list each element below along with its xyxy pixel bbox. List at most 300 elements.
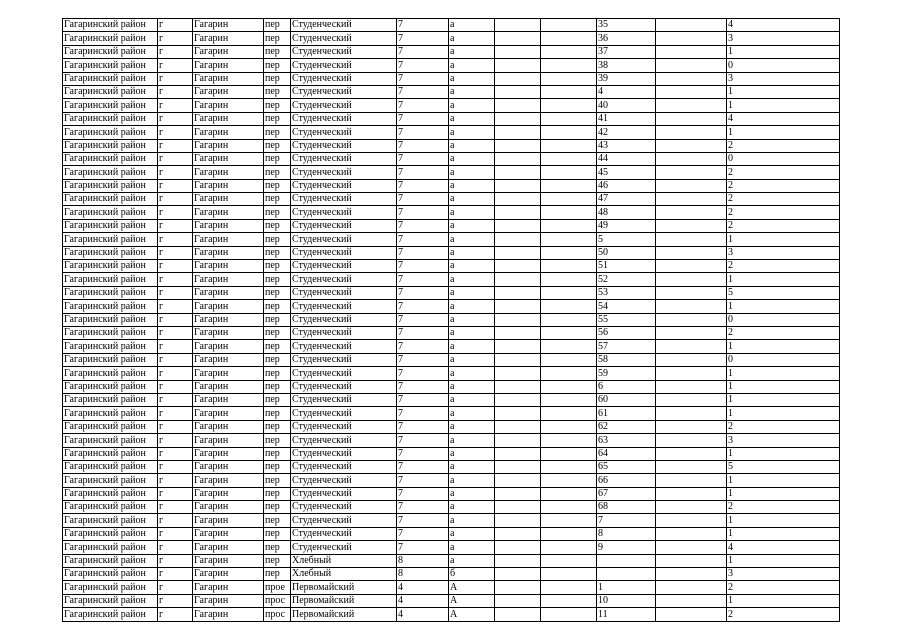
house-cell: 7 — [397, 273, 449, 286]
empty-cell — [541, 286, 597, 299]
district-cell: Гагаринский район — [63, 300, 158, 313]
settlement-type-cell: г — [158, 514, 193, 527]
empty-cell — [495, 206, 541, 219]
table-row — [63, 59, 840, 72]
table-row — [63, 460, 840, 473]
empty-cell — [541, 407, 597, 420]
table-row — [63, 568, 840, 581]
table-row — [63, 420, 840, 433]
street-cell: Первомайский — [291, 594, 397, 607]
empty-cell — [656, 32, 727, 45]
street-cell: Студенческий — [291, 99, 397, 112]
street-cell: Студенческий — [291, 286, 397, 299]
street-cell: Студенческий — [291, 152, 397, 165]
street-type-cell: пер — [264, 286, 291, 299]
settlement-type-cell: г — [158, 32, 193, 45]
empty-cell — [495, 527, 541, 540]
street-type-cell: пер — [264, 72, 291, 85]
count-cell: 1 — [727, 233, 840, 246]
empty-cell — [495, 246, 541, 259]
settlement-type-cell: г — [158, 99, 193, 112]
street-type-cell: пер — [264, 300, 291, 313]
table-row — [63, 246, 840, 259]
empty-cell — [656, 260, 727, 273]
street-cell: Студенческий — [291, 59, 397, 72]
letter-cell: а — [449, 59, 495, 72]
letter-cell: а — [449, 554, 495, 567]
empty-cell — [656, 514, 727, 527]
house-cell: 7 — [397, 260, 449, 273]
apartment-cell: 1 — [597, 581, 656, 594]
apartment-cell: 36 — [597, 32, 656, 45]
house-cell: 7 — [397, 487, 449, 500]
empty-cell — [495, 568, 541, 581]
street-cell: Студенческий — [291, 300, 397, 313]
street-type-cell: пер — [264, 487, 291, 500]
empty-cell — [541, 541, 597, 554]
street-type-cell: прос — [264, 608, 291, 621]
district-cell: Гагаринский район — [63, 139, 158, 152]
settlement-type-cell: г — [158, 85, 193, 98]
empty-cell — [656, 72, 727, 85]
street-cell: Студенческий — [291, 19, 397, 32]
house-cell: 7 — [397, 246, 449, 259]
street-cell: Студенческий — [291, 393, 397, 406]
empty-cell — [656, 393, 727, 406]
count-cell: 2 — [727, 179, 840, 192]
count-cell: 1 — [727, 527, 840, 540]
letter-cell: а — [449, 179, 495, 192]
district-cell: Гагаринский район — [63, 85, 158, 98]
empty-cell — [495, 139, 541, 152]
street-type-cell: пер — [264, 474, 291, 487]
street-type-cell: пер — [264, 313, 291, 326]
letter-cell: а — [449, 286, 495, 299]
house-cell: 7 — [397, 434, 449, 447]
letter-cell: а — [449, 193, 495, 206]
settlement-cell: Гагарин — [193, 434, 264, 447]
table-row — [63, 447, 840, 460]
empty-cell — [656, 380, 727, 393]
count-cell: 4 — [727, 19, 840, 32]
empty-cell — [656, 233, 727, 246]
settlement-type-cell: г — [158, 246, 193, 259]
apartment-cell: 54 — [597, 300, 656, 313]
house-cell: 7 — [397, 527, 449, 540]
table-row — [63, 393, 840, 406]
table-row — [63, 340, 840, 353]
apartment-cell: 68 — [597, 501, 656, 514]
street-cell: Студенческий — [291, 326, 397, 339]
settlement-cell: Гагарин — [193, 286, 264, 299]
street-type-cell: прое — [264, 581, 291, 594]
district-cell: Гагаринский район — [63, 447, 158, 460]
apartment-cell: 57 — [597, 340, 656, 353]
empty-cell — [495, 380, 541, 393]
count-cell: 4 — [727, 541, 840, 554]
settlement-type-cell: г — [158, 233, 193, 246]
district-cell: Гагаринский район — [63, 380, 158, 393]
street-cell: Студенческий — [291, 434, 397, 447]
count-cell: 1 — [727, 594, 840, 607]
empty-cell — [541, 45, 597, 58]
settlement-cell: Гагарин — [193, 246, 264, 259]
table-row — [63, 233, 840, 246]
house-cell: 7 — [397, 112, 449, 125]
empty-cell — [495, 487, 541, 500]
street-type-cell: пер — [264, 420, 291, 433]
settlement-type-cell: г — [158, 300, 193, 313]
apartment-cell: 11 — [597, 608, 656, 621]
district-cell: Гагаринский район — [63, 193, 158, 206]
apartment-cell: 5 — [597, 233, 656, 246]
district-cell: Гагаринский район — [63, 152, 158, 165]
street-type-cell: пер — [264, 246, 291, 259]
street-type-cell: пер — [264, 166, 291, 179]
table-row — [63, 206, 840, 219]
settlement-cell: Гагарин — [193, 112, 264, 125]
house-cell: 7 — [397, 420, 449, 433]
count-cell: 1 — [727, 487, 840, 500]
empty-cell — [495, 99, 541, 112]
settlement-cell: Гагарин — [193, 514, 264, 527]
table-row — [63, 554, 840, 567]
settlement-type-cell: г — [158, 380, 193, 393]
apartment-cell: 58 — [597, 353, 656, 366]
house-cell: 7 — [397, 139, 449, 152]
count-cell: 0 — [727, 152, 840, 165]
empty-cell — [541, 300, 597, 313]
table-row — [63, 112, 840, 125]
table-row — [63, 474, 840, 487]
apartment-cell: 43 — [597, 139, 656, 152]
letter-cell: а — [449, 206, 495, 219]
house-cell: 7 — [397, 380, 449, 393]
letter-cell: а — [449, 407, 495, 420]
settlement-type-cell: г — [158, 313, 193, 326]
table-row — [63, 273, 840, 286]
house-cell: 7 — [397, 72, 449, 85]
settlement-cell: Гагарин — [193, 166, 264, 179]
letter-cell: а — [449, 19, 495, 32]
count-cell: 1 — [727, 474, 840, 487]
empty-cell — [495, 233, 541, 246]
settlement-cell: Гагарин — [193, 233, 264, 246]
street-type-cell: пер — [264, 99, 291, 112]
empty-cell — [541, 233, 597, 246]
district-cell: Гагаринский район — [63, 206, 158, 219]
empty-cell — [656, 420, 727, 433]
letter-cell: а — [449, 340, 495, 353]
letter-cell: а — [449, 380, 495, 393]
count-cell: 3 — [727, 568, 840, 581]
street-cell: Студенческий — [291, 126, 397, 139]
letter-cell: а — [449, 32, 495, 45]
letter-cell: а — [449, 541, 495, 554]
district-cell: Гагаринский район — [63, 474, 158, 487]
street-type-cell: пер — [264, 206, 291, 219]
street-cell: Студенческий — [291, 407, 397, 420]
district-cell: Гагаринский район — [63, 340, 158, 353]
apartment-cell: 66 — [597, 474, 656, 487]
settlement-type-cell: г — [158, 367, 193, 380]
apartment-cell: 38 — [597, 59, 656, 72]
empty-cell — [541, 273, 597, 286]
table-row — [63, 501, 840, 514]
table-row — [63, 487, 840, 500]
empty-cell — [656, 112, 727, 125]
street-cell: Студенческий — [291, 501, 397, 514]
count-cell: 2 — [727, 581, 840, 594]
empty-cell — [541, 514, 597, 527]
apartment-cell: 64 — [597, 447, 656, 460]
empty-cell — [495, 219, 541, 232]
letter-cell: а — [449, 273, 495, 286]
empty-cell — [495, 554, 541, 567]
street-cell: Хлебный — [291, 568, 397, 581]
house-cell: 7 — [397, 193, 449, 206]
settlement-type-cell: г — [158, 286, 193, 299]
empty-cell — [495, 166, 541, 179]
empty-cell — [541, 59, 597, 72]
house-cell: 7 — [397, 326, 449, 339]
table-body — [63, 19, 840, 622]
street-cell: Студенческий — [291, 206, 397, 219]
street-type-cell: пер — [264, 568, 291, 581]
apartment-cell: 67 — [597, 487, 656, 500]
count-cell: 1 — [727, 99, 840, 112]
house-cell: 7 — [397, 541, 449, 554]
count-cell: 2 — [727, 420, 840, 433]
count-cell: 3 — [727, 32, 840, 45]
count-cell: 3 — [727, 72, 840, 85]
table-row — [63, 286, 840, 299]
district-cell: Гагаринский район — [63, 353, 158, 366]
apartment-cell: 50 — [597, 246, 656, 259]
street-type-cell: пер — [264, 434, 291, 447]
apartment-cell: 46 — [597, 179, 656, 192]
settlement-cell: Гагарин — [193, 273, 264, 286]
settlement-type-cell: г — [158, 59, 193, 72]
count-cell: 1 — [727, 126, 840, 139]
street-cell: Студенческий — [291, 380, 397, 393]
empty-cell — [541, 554, 597, 567]
street-cell: Студенческий — [291, 72, 397, 85]
district-cell: Гагаринский район — [63, 179, 158, 192]
settlement-type-cell: г — [158, 353, 193, 366]
district-cell: Гагаринский район — [63, 393, 158, 406]
settlement-type-cell: г — [158, 487, 193, 500]
empty-cell — [656, 246, 727, 259]
letter-cell: а — [449, 99, 495, 112]
letter-cell: а — [449, 353, 495, 366]
empty-cell — [656, 554, 727, 567]
apartment-cell: 63 — [597, 434, 656, 447]
count-cell: 4 — [727, 112, 840, 125]
settlement-cell: Гагарин — [193, 420, 264, 433]
settlement-cell: Гагарин — [193, 313, 264, 326]
letter-cell: а — [449, 487, 495, 500]
empty-cell — [541, 126, 597, 139]
letter-cell: а — [449, 460, 495, 473]
empty-cell — [541, 608, 597, 621]
settlement-type-cell: г — [158, 112, 193, 125]
count-cell: 1 — [727, 447, 840, 460]
empty-cell — [541, 193, 597, 206]
street-cell: Студенческий — [291, 260, 397, 273]
house-cell: 7 — [397, 179, 449, 192]
house-cell: 7 — [397, 393, 449, 406]
apartment-cell: 6 — [597, 380, 656, 393]
settlement-cell: Гагарин — [193, 581, 264, 594]
apartment-cell: 51 — [597, 260, 656, 273]
table-row — [63, 353, 840, 366]
street-cell: Студенческий — [291, 514, 397, 527]
empty-cell — [656, 367, 727, 380]
settlement-cell: Гагарин — [193, 380, 264, 393]
settlement-type-cell: г — [158, 193, 193, 206]
district-cell: Гагаринский район — [63, 608, 158, 621]
district-cell: Гагаринский район — [63, 527, 158, 540]
letter-cell: а — [449, 313, 495, 326]
house-cell: 7 — [397, 59, 449, 72]
empty-cell — [656, 286, 727, 299]
street-type-cell: пер — [264, 340, 291, 353]
letter-cell: а — [449, 166, 495, 179]
settlement-cell: Гагарин — [193, 487, 264, 500]
settlement-cell: Гагарин — [193, 554, 264, 567]
street-type-cell: пер — [264, 19, 291, 32]
empty-cell — [541, 353, 597, 366]
district-cell: Гагаринский район — [63, 219, 158, 232]
district-cell: Гагаринский район — [63, 541, 158, 554]
empty-cell — [656, 581, 727, 594]
apartment-cell — [597, 568, 656, 581]
count-cell: 1 — [727, 45, 840, 58]
settlement-type-cell: г — [158, 420, 193, 433]
letter-cell: а — [449, 514, 495, 527]
apartment-cell: 37 — [597, 45, 656, 58]
empty-cell — [495, 326, 541, 339]
street-type-cell: пер — [264, 112, 291, 125]
empty-cell — [541, 447, 597, 460]
settlement-type-cell: г — [158, 393, 193, 406]
empty-cell — [656, 460, 727, 473]
settlement-cell: Гагарин — [193, 608, 264, 621]
street-type-cell: пер — [264, 541, 291, 554]
settlement-type-cell: г — [158, 568, 193, 581]
settlement-cell: Гагарин — [193, 219, 264, 232]
table-row — [63, 407, 840, 420]
district-cell: Гагаринский район — [63, 246, 158, 259]
letter-cell: а — [449, 501, 495, 514]
letter-cell: а — [449, 367, 495, 380]
empty-cell — [541, 32, 597, 45]
house-cell: 4 — [397, 608, 449, 621]
count-cell: 3 — [727, 246, 840, 259]
street-type-cell: пер — [264, 126, 291, 139]
empty-cell — [656, 447, 727, 460]
apartment-cell: 44 — [597, 152, 656, 165]
settlement-type-cell: г — [158, 260, 193, 273]
count-cell: 3 — [727, 434, 840, 447]
empty-cell — [656, 594, 727, 607]
empty-cell — [495, 420, 541, 433]
settlement-type-cell: г — [158, 501, 193, 514]
letter-cell: а — [449, 85, 495, 98]
count-cell: 1 — [727, 273, 840, 286]
street-type-cell: пер — [264, 460, 291, 473]
count-cell: 2 — [727, 193, 840, 206]
street-cell: Студенческий — [291, 273, 397, 286]
apartment-cell: 9 — [597, 541, 656, 554]
settlement-cell: Гагарин — [193, 152, 264, 165]
empty-cell — [541, 19, 597, 32]
settlement-type-cell: г — [158, 474, 193, 487]
letter-cell: а — [449, 45, 495, 58]
count-cell: 2 — [727, 139, 840, 152]
house-cell: 7 — [397, 407, 449, 420]
empty-cell — [541, 139, 597, 152]
settlement-type-cell: г — [158, 594, 193, 607]
settlement-cell: Гагарин — [193, 460, 264, 473]
street-cell: Студенческий — [291, 112, 397, 125]
settlement-cell: Гагарин — [193, 594, 264, 607]
street-type-cell: пер — [264, 407, 291, 420]
count-cell: 0 — [727, 353, 840, 366]
settlement-type-cell: г — [158, 608, 193, 621]
apartment-cell: 65 — [597, 460, 656, 473]
apartment-cell — [597, 554, 656, 567]
house-cell: 7 — [397, 367, 449, 380]
house-cell: 7 — [397, 152, 449, 165]
empty-cell — [495, 393, 541, 406]
district-cell: Гагаринский район — [63, 112, 158, 125]
district-cell: Гагаринский район — [63, 233, 158, 246]
empty-cell — [656, 353, 727, 366]
settlement-cell: Гагарин — [193, 206, 264, 219]
letter-cell: а — [449, 246, 495, 259]
empty-cell — [541, 434, 597, 447]
empty-cell — [541, 152, 597, 165]
settlement-cell: Гагарин — [193, 353, 264, 366]
settlement-type-cell: г — [158, 273, 193, 286]
settlement-cell: Гагарин — [193, 447, 264, 460]
district-cell: Гагаринский район — [63, 59, 158, 72]
letter-cell: а — [449, 72, 495, 85]
empty-cell — [541, 313, 597, 326]
apartment-cell: 4 — [597, 85, 656, 98]
empty-cell — [541, 219, 597, 232]
settlement-cell: Гагарин — [193, 72, 264, 85]
empty-cell — [656, 166, 727, 179]
table-row — [63, 608, 840, 621]
empty-cell — [495, 514, 541, 527]
empty-cell — [541, 581, 597, 594]
data-table — [62, 18, 840, 622]
settlement-cell: Гагарин — [193, 59, 264, 72]
street-cell: Студенческий — [291, 541, 397, 554]
settlement-cell: Гагарин — [193, 179, 264, 192]
house-cell: 4 — [397, 581, 449, 594]
district-cell: Гагаринский район — [63, 19, 158, 32]
empty-cell — [495, 112, 541, 125]
settlement-type-cell: г — [158, 460, 193, 473]
street-type-cell: пер — [264, 260, 291, 273]
street-type-cell: пер — [264, 501, 291, 514]
empty-cell — [656, 300, 727, 313]
count-cell: 2 — [727, 206, 840, 219]
